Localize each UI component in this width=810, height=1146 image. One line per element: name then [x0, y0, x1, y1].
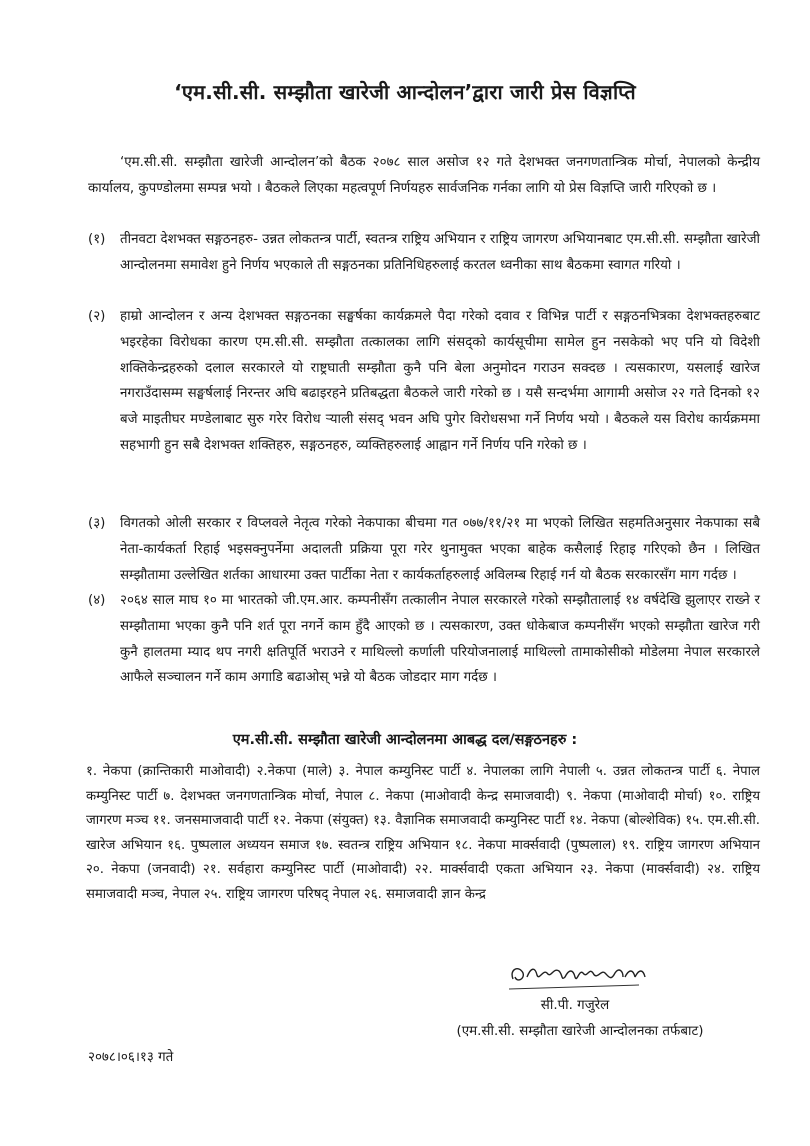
- decision-point-2: [88, 304, 760, 459]
- point-text: विगतको ओली सरकार र विप्लवले नेतृत्व गरेको नेकपाका बीचमा गत ०७७/११/२१ मा भएको लिखित सहमतिअनुसार नेकपाका सबै नेता-कार्यकर्ता रिहाई भइसक्नुपर्नेमा अदालती प्रक्रिया पूरा गरेर थुनामुक्त भएका बाहेक कसैलाई रिहाइ गरिएको छैन । लिखित सम्झौतामा उल्लेखित शर्तका आधारमा उक्त पार्टीका नेता र कार्यकर्ताहरुलाई अविलम्ब रिहाई गर्न यो बैठक सरकारसँग माग गर्दछ ।: [120, 516, 760, 583]
- handwritten-signature: [505, 955, 655, 997]
- intro-paragraph: ‘एम.सी.सी. सम्झौता खारेजी आन्दोलन’को बैठक २०७८ साल असोज १२ गते देशभक्त जनगणतान्त्रिक मोर्चा, नेपालको केन्द्रीय कार्यालय, कुपण्डोलमा सम्पन्न भयो । बैठकले लिएका महत्वपूर्ण निर्णयहरु सार्वजनिक गर्नका लागि यो प्रेस विज्ञप्ति जारी गरिएको छ ।: [88, 155, 760, 196]
- point-number: (२): [88, 309, 106, 324]
- point-number: (४): [88, 593, 106, 608]
- signer-name: सी.पी. गजुरेल: [540, 998, 610, 1013]
- decision-point-1: [88, 227, 760, 279]
- point-number: (३): [88, 516, 106, 531]
- point-number: (१): [88, 232, 106, 247]
- signer-organization: (एम.सी.सी. सम्झौता खारेजी आन्दोलनका तर्फबाट): [456, 1024, 704, 1039]
- decision-point-4: [88, 588, 760, 691]
- point-text: २०६४ साल माघ १० मा भारतको जी.एम.आर. कम्पनीसँग तत्कालीन नेपाल सरकारले गरेको सम्झौतालाई १४ वर्षदेखि झुलाएर राख्ने र सम्झौतामा भएका कुनै पनि शर्त पूरा नगर्ने काम हुँदै आएको छ । त्यसकारण, उक्त धोकेबाज कम्पनीसँग भएको सम्झौता खारेज गरी कुनै हालतमा म्याद थप नगरी क्षतिपूर्ति भराउने र माथिल्लो कर्णाली परियोजनालाई माथिल्लो तामाकोसीको मोडेलमा नेपाल सरकारले आफैले सञ्चालन गर्ने काम अगाडि बढाओस् भन्ने यो बैठक जोडदार माग गर्दछ ।: [120, 593, 760, 686]
- organizations-heading: एम.सी.सी. सम्झौता खारेजी आन्दोलनमा आबद्ध दल/सङ्गठनहरु :: [232, 732, 578, 748]
- point-text: हाम्रो आन्दोलन र अन्य देशभक्त सङ्गठनका सङ्घर्षका कार्यक्रमले पैदा गरेको दवाव र विभिन्न पार्टी र सङ्गठनभित्रका देशभक्तहरुबाट भइरहेका विरोधका कारण एम.सी.सी. सम्झौता तत्कालका लागि संसद्को कार्यसूचीमा सामेल हुन नसकेको भए पनि यो विदेशी शक्तिकेन्द्रहरुको दलाल सरकारले यो राष्ट्रघाती सम्झौता कुनै पनि बेला अनुमोदन गराउन सक्दछ । त्यसकारण, यसलाई खारेज नगराउँदासम्म सङ्घर्षलाई निरन्तर अघि बढाइरहने प्रतिबद्धता बैठकले जारी गरेको छ । यसै सन्दर्भमा आगामी असोज २२ गते दिनको १२ बजे माइतीघर मण्डेलाबाट सुरु गरेर विरोध ऱ्याली संसद् भवन अघि पुगेर विरोधसभा गर्ने निर्णय भयो । बैठकले यस विरोध कार्यक्रममा सहभागी हुन सबै देशभक्त शक्तिहरु, सङ्गठनहरु, व्यक्तिहरुलाई आह्वान गर्ने निर्णय पनि गरेको छ ।: [120, 309, 760, 453]
- organizations-list: १. नेकपा (क्रान्तिकारी माओवादी) २.नेकपा (माले) ३. नेपाल कम्युनिस्ट पार्टी ४. नेपालका लागि नेपाली ५. उन्नत लोकतन्त्र पार्टी ६. नेपाल कम्युनिस्ट पार्टी ७. देशभक्त जनगणतान्त्रिक मोर्चा, नेपाल ८. नेकपा (माओवादी केन्द्र समाजवादी) ९. नेकपा (माओवादी मोर्चा) १०. राष्ट्रिय जागरण मञ्च ११. जनसमाजवादी पार्टी १२. नेकपा (संयुक्त) १३. वैज्ञानिक समाजवादी कम्युनिस्ट पार्टी १४. नेकपा (बोल्शेविक) १५. एम.सी.सी. खारेज अभियान १६. पुष्पलाल अध्ययन समाज १७. स्वतन्त्र राष्ट्रिय अभियान १८. नेकपा मार्क्सवादी (पुष्पलाल) १९. राष्ट्रिय जागरण अभियान २०. नेकपा (जनवादी) २१. सर्वहारा कम्युनिस्ट पार्टी (माओवादी) २२. मार्क्सवादी एकता अभियान २३. नेकपा (मार्क्सवादी) २४. राष्ट्रिय समाजवादी मञ्च, नेपाल २५. राष्ट्रिय जागरण परिषद् नेपाल २६. समाजवादी ज्ञान केन्द्र: [86, 764, 760, 902]
- press-release-title: ‘एम.सी.सी. सम्झौता खारेजी आन्दोलन’द्वारा जारी प्रेस विज्ञप्ति: [174, 80, 636, 104]
- point-text: तीनवटा देशभक्त सङ्गठनहरु- उन्नत लोकतन्त्र पार्टी, स्वतन्त्र राष्ट्रिय अभियान र राष्ट्रिय जागरण अभियानबाट एम.सी.सी. सम्झौता खारेजी आन्दोलनमा समावेश हुने निर्णय भएकाले ती सङ्गठनका प्रतिनिधिहरुलाई करतल ध्वनीका साथ बैठकमा स्वागत गरियो ।: [120, 232, 760, 273]
- document-date: २०७८।०६।१३ गते: [88, 1050, 174, 1065]
- decision-point-3: [88, 511, 760, 588]
